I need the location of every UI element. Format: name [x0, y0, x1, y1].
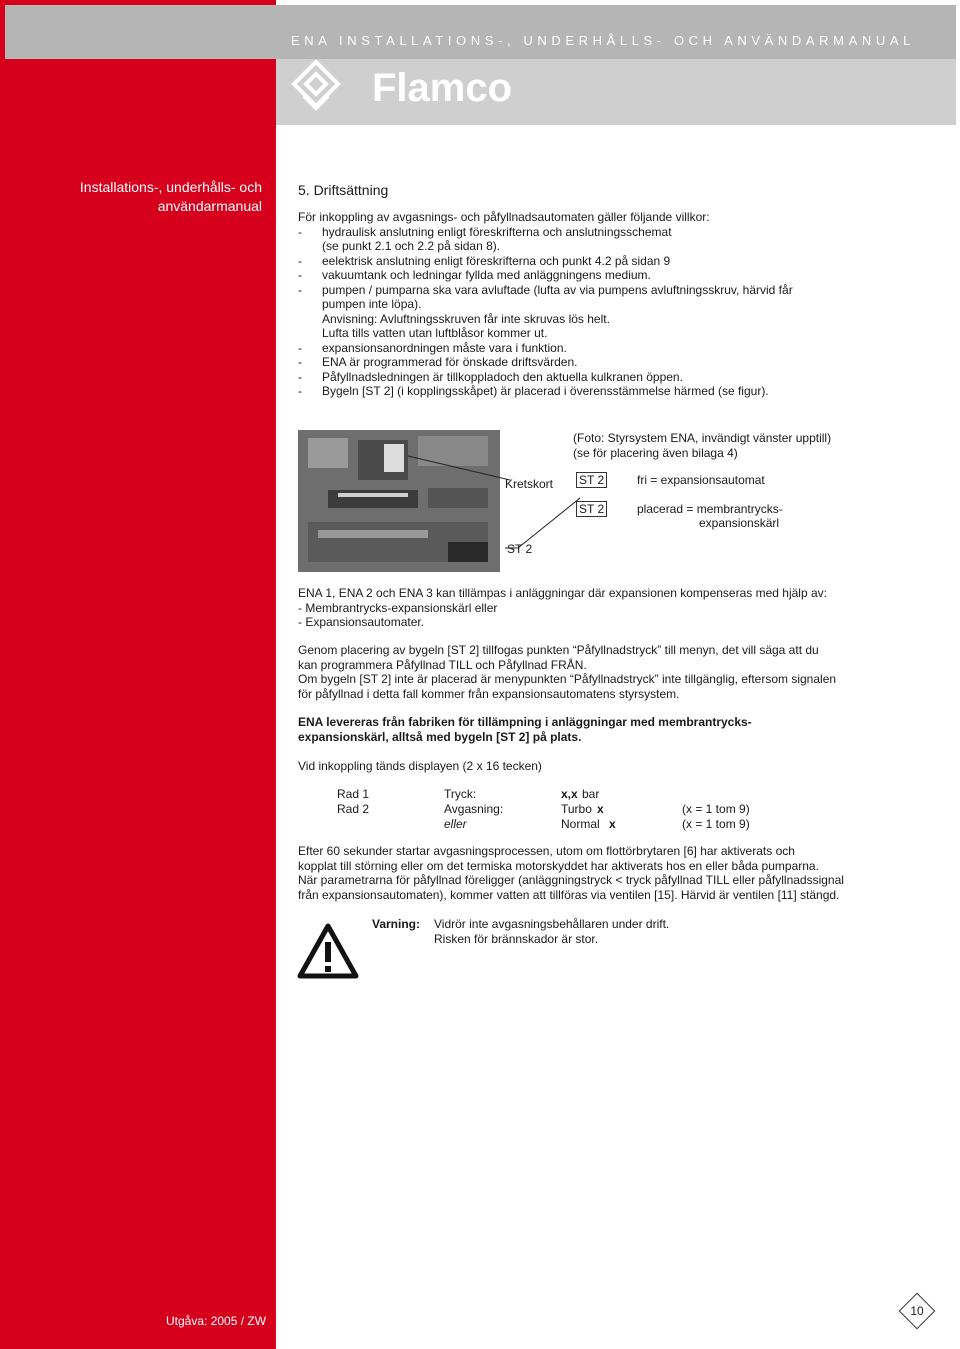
sidebar-title: Installations-, underhålls- och användarmanual [79, 179, 262, 214]
label-circuit-board: Kretskort [505, 477, 554, 491]
list-item: pumpen inte löpa). [322, 297, 422, 311]
row2-value-x: x [597, 802, 604, 816]
text-line: från expansionsautomaten), kommer vatten att tillföras via ventilen [15]. Härvid är ventilen [11] stängd. [298, 887, 840, 902]
row3-note: (x = 1 tom 9) [682, 817, 750, 831]
list-item: - Bygeln [ST 2] (i kopplingsskåpet) är placerad i överensstämmelse härmed (se figur). [298, 384, 878, 399]
row2-name: Avgasning: [444, 802, 504, 816]
flamco-logo-icon [290, 60, 342, 122]
section-intro: För inkoppling av avgasnings- och påfyllnadsautomaten gäller följande villkor: [298, 210, 710, 224]
list-item: - Påfyllnadsledningen är tillkoppladoch den aktuella kulkranen öppen. [298, 370, 878, 385]
warning-line2: Risken för brännskador är stor. [434, 932, 599, 946]
row1-label: Rad 1 [337, 787, 370, 801]
label-st2: ST 2 [507, 542, 533, 556]
edition-label: Utgåva: 2005 / ZW [166, 1314, 267, 1328]
text-line: ENA levereras från fabriken för tillämpning i anläggningar med membrantrycks- [298, 715, 752, 729]
text-line: expansionskärl, alltså med bygeln [ST 2] på plats. [298, 729, 582, 744]
text-line: ENA 1, ENA 2 och ENA 3 kan tillämpas i anläggningar där expansionen kompenseras med hjälp av: [298, 586, 827, 600]
row1-name: Tryck: [444, 787, 477, 801]
text-line: - Expansionsautomater. [298, 615, 425, 629]
warning-label: Varning: [372, 917, 421, 931]
page-number: 10 [910, 1304, 924, 1318]
figure-leader-lines [400, 450, 580, 560]
paragraph-ena-types [298, 586, 878, 630]
figure-caption-line2: (se för placering även bilaga 4) [573, 446, 738, 460]
conditions-list [298, 225, 878, 399]
text-line: Genom placering av bygeln [ST 2] tillfogas punkten “Påfyllnadstryck” till menyn, det vill säga att du [298, 643, 819, 657]
header-title: ENA INSTALLATIONS-, UNDERHÅLLS- OCH ANVÄNDARMANUAL [291, 33, 915, 48]
list-item: - vakuumtank och ledningar fyllda med anläggningens medium. [298, 268, 878, 283]
paragraph-jumper [298, 643, 898, 701]
list-item: - pumpen / pumparna ska vara avluftade (lufta av via pumpens avluftningsskruv, härvid får [298, 283, 878, 298]
row3-value-x: x [609, 817, 616, 831]
figure-caption-line1: (Foto: Styrsystem ENA, invändigt vänster upptill) [573, 431, 832, 445]
display-intro: Vid inkoppling tänds displayen (2 x 16 tecken) [298, 759, 542, 773]
jumper-st2-placed: ST 2 [576, 501, 607, 517]
warning-triangle-icon [296, 922, 360, 982]
list-item: - eelektrisk anslutning enligt föreskrifterna och punkt 4.2 på sidan 9 [298, 254, 878, 269]
list-item: Lufta tills vatten utan luftblåsor kommer ut. [322, 326, 548, 340]
text-line: kan programmera Påfyllnad TILL och Påfyllnad FRÅN. [298, 657, 587, 672]
warning-line1: Vidrör inte avgasningsbehållaren under drift. [434, 917, 670, 931]
section-heading: 5. Driftsättning [298, 182, 389, 198]
text-line: för påfyllnad i detta fall kommer från expansionsautomatens styrsystem. [298, 686, 680, 701]
jumper-st2-free: ST 2 [576, 472, 607, 488]
text-line: När parametrarna för påfyllnad föreligger (anläggningstryck < tryck påfyllnad TILL eller påfyllnadssignal [298, 873, 844, 887]
list-item: (se punkt 2.1 och 2.2 på sidan 8). [322, 239, 501, 253]
row2-label: Rad 2 [337, 802, 370, 816]
list-item: - expansionsanordningen måste vara i funktion. [298, 341, 878, 356]
logo-text: Flamco [372, 66, 513, 110]
page-number-badge [899, 1293, 936, 1330]
desc-placed-line2: expansionskärl [699, 516, 780, 530]
list-item: - ENA är programmerad för önskade driftsvärden. [298, 355, 878, 370]
desc-placed-line1: placerad = membrantrycks- [637, 502, 783, 516]
row1-value: x,x [561, 787, 578, 801]
row3-name: eller [444, 817, 467, 831]
text-line: - Membrantrycks-expansionskärl eller [298, 600, 498, 615]
row2-value-word: Turbo [561, 802, 592, 816]
header-bar [5, 5, 956, 59]
list-item: Anvisning: Avluftningsskruven får inte skruvas lös helt. [322, 311, 610, 326]
text-line: kopplat till störning eller om det termiska motorskyddet har aktiverats hos en eller båda pumparna. [298, 858, 819, 873]
paragraph-factory-delivery [298, 715, 878, 744]
text-line: Om bygeln [ST 2] inte är placerad är menypunkten “Påfyllnadstryck” inte tillgänglig, eftersom signalen [298, 672, 837, 686]
paragraph-degassing [298, 844, 898, 902]
desc-free: fri = expansionsautomat [637, 473, 765, 487]
row2-note: (x = 1 tom 9) [682, 802, 750, 816]
section-body [298, 210, 878, 399]
row1-unit: bar [582, 787, 600, 801]
text-line: Efter 60 sekunder startar avgasningsprocessen, utom om flottörbrytaren [6] har aktiverats och [298, 844, 795, 858]
list-item: - hydraulisk anslutning enligt föreskrifterna och anslutningsschemat [298, 225, 878, 240]
row3-value-word: Normal [561, 817, 600, 831]
